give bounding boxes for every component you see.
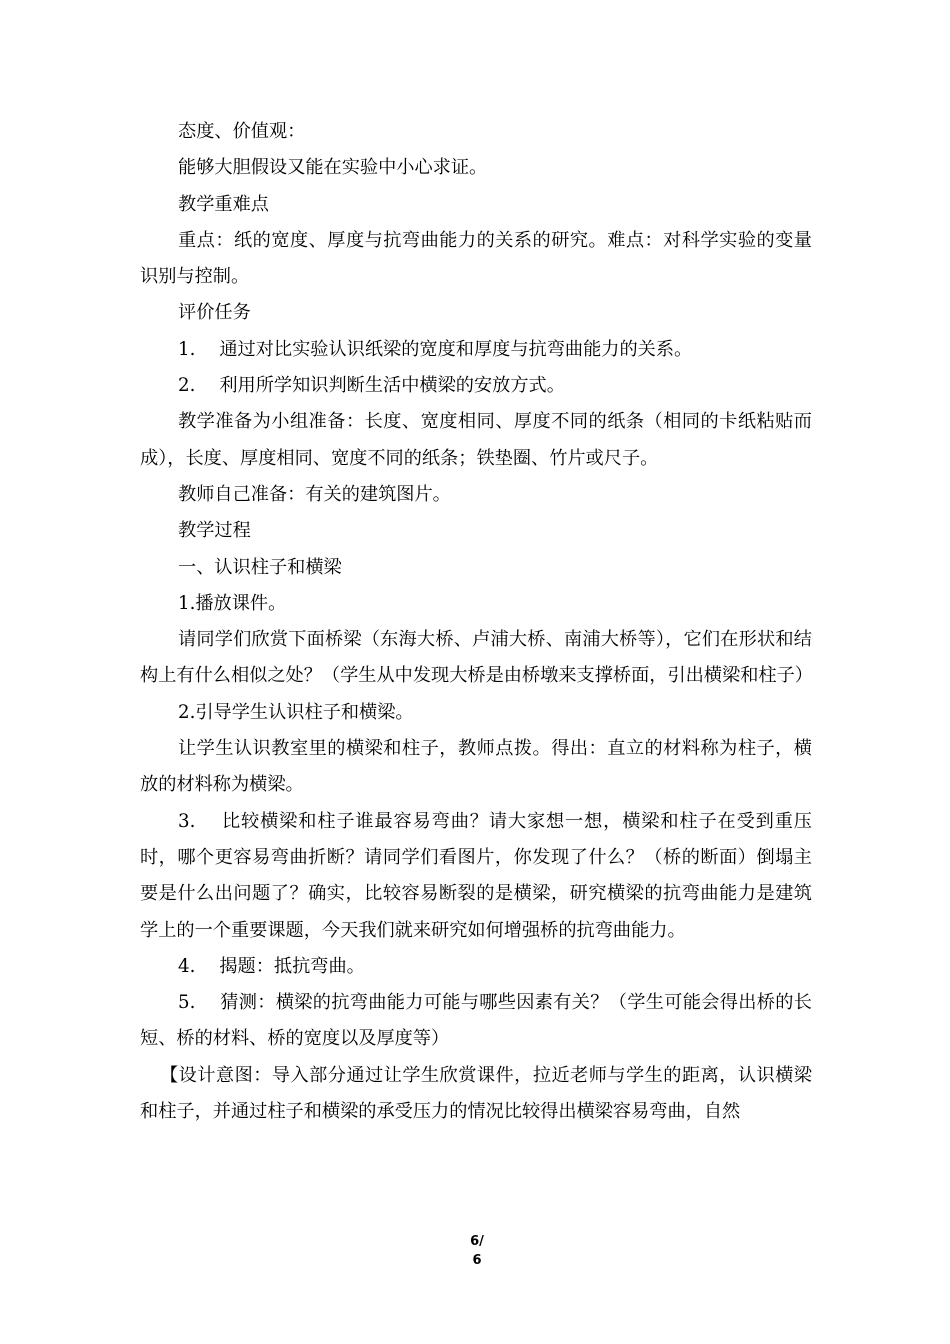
page-number bbox=[465, 1232, 489, 1270]
paragraph: 教师自己准备：有关的建筑图片。 bbox=[178, 483, 451, 505]
list-item: 1. 通过对比实验认识纸梁的宽度和厚度与抗弯曲能力的关系。 bbox=[178, 338, 693, 360]
paragraph: 态度、价值观： bbox=[178, 121, 306, 142]
page-number-top: 6/ bbox=[470, 1234, 484, 1249]
list-item: 4. 揭题：抵抗弯曲。 bbox=[178, 955, 365, 977]
list-item: 1.播放课件。 bbox=[178, 592, 287, 614]
paragraph: 能够大胆假设又能在实验中小心求证。 bbox=[178, 157, 488, 179]
design-intent-paragraph: 【设计意图：导入部分通过让学生欣赏课件，拉近老师与学生的距离，认识横梁和柱子，并通过柱子和横梁的承受压力的情况比较得出横梁容易弯曲，自然 bbox=[140, 1064, 812, 1123]
paragraph: 让学生认识教室里的横梁和柱子，教师点拨。得出：直立的材料称为柱子，横放的材料称为横梁。 bbox=[140, 738, 812, 796]
section-heading: 教学过程 bbox=[178, 520, 251, 542]
section-heading: 评价任务 bbox=[178, 302, 251, 324]
section-heading: 教学重难点 bbox=[178, 193, 269, 215]
paragraph: 请同学们欣赏下面桥梁（东海大桥、卢浦大桥、南浦大桥等），它们在形状和结构上有什么相似之处？（学生从中发现大桥是由桥墩来支撑桥面，引出横梁和柱子） bbox=[140, 629, 813, 687]
document-body bbox=[140, 114, 812, 1130]
page-number-bottom: 6 bbox=[472, 1253, 482, 1268]
paragraph: 重点：纸的宽度、厚度与抗弯曲能力的关系的研究。难点：对科学实验的变量识别与控制。 bbox=[140, 229, 812, 288]
list-item: 2.引导学生认识柱子和横梁。 bbox=[178, 701, 414, 723]
paragraph: 教学准备为小组准备：长度、宽度相同、厚度不同的纸条（相同的卡纸粘贴而成），长度、厚度相同、宽度不同的纸条；铁垫圈、竹片或尺子。 bbox=[140, 411, 812, 469]
section-heading: 一、认识柱子和横梁 bbox=[178, 556, 342, 578]
list-item: 3. 比较横梁和柱子谁最容易弯曲？请大家想一想，横梁和柱子在受到重压时，哪个更容易弯曲折断？请同学们看图片，你发现了什么？（桥的断面）倒塌主要是什么出问题了？确实，比较容易断裂的是横梁，研究横梁的抗弯曲能力是建筑学上的一个重要课题，今天我们就来研究如何增强桥的抗弯曲能力。 bbox=[140, 810, 812, 941]
list-item: 5. 猜测：横梁的抗弯曲能力可能与哪些因素有关？（学生可能会得出桥的长短、桥的材料、桥的宽度以及厚度等） bbox=[140, 992, 812, 1050]
list-item: 2. 利用所学知识判断生活中横梁的安放方式。 bbox=[178, 375, 565, 397]
